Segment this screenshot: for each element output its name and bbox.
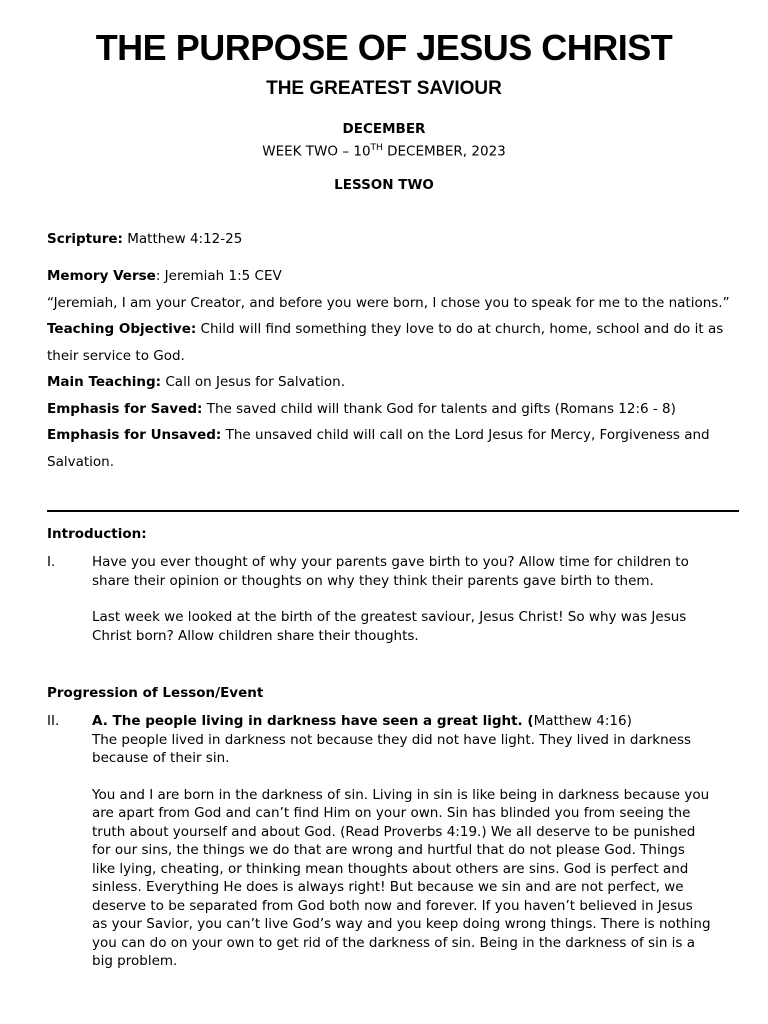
week-suffix: DECEMBER, 2023 xyxy=(382,143,506,160)
teaching-objective-label: Teaching Objective: xyxy=(47,321,197,337)
introduction-item xyxy=(47,553,739,645)
memory-verse-value: : Jeremiah 1:5 CEV xyxy=(155,268,282,284)
memory-verse-quote: “Jeremiah, I am your Creator, and before you were born, I chose you to speak for me to the nations.” xyxy=(47,294,730,311)
emphasis-unsaved-line xyxy=(47,422,737,475)
emphasis-saved-label: Emphasis for Saved: xyxy=(47,400,203,417)
scripture-label: Scripture: xyxy=(47,231,123,247)
scripture-line xyxy=(47,226,737,253)
week-date-line xyxy=(47,138,721,162)
scripture-value: Matthew 4:12-25 xyxy=(122,231,243,247)
section-divider xyxy=(47,510,739,512)
date-ordinal-suffix: TH xyxy=(370,143,383,153)
month-label: DECEMBER xyxy=(342,121,426,137)
memory-verse-line xyxy=(47,263,737,290)
document-page xyxy=(47,0,739,1024)
progression-paragraph-2: You and I are born in the darkness of sin. Living in sin is like being in darkness because you are apart from God and can’t find Him on your own. Sin has blinded you from seeing the truth about yourself and about God. (Read Proverbs 4:19.) We all deserve to be punished for our sins, the things we do that are wrong and hurtful that do not please God. Things like lying, cheating, or thinking mean thoughts about others are sins. God is perfect and sinless. Everything He does is always right! But because we sin and are not perfect, we deserve to be separated from God both now and forever. If you haven’t believed in Jesus as your Savior, you can’t live God’s way and you keep doing wrong things. There is nothing you can do on your own to get rid of the darkness of sin. Being in the darkness of sin is a big problem. xyxy=(92,786,711,969)
progression-numeral: II. xyxy=(47,713,60,729)
teaching-objective-value: Child will find something they love to do at church, home, school and do it as their service to God. xyxy=(47,321,724,364)
document-subtitle: THE GREATEST SAVIOUR xyxy=(266,78,502,99)
progression-item xyxy=(47,712,739,971)
emphasis-unsaved-value: The unsaved child will call on the Lord Jesus for Mercy, Forgiveness and Salvation. xyxy=(47,427,710,470)
lesson-label: LESSON TWO xyxy=(334,177,434,193)
main-teaching-label: Main Teaching: xyxy=(47,374,162,390)
introduction-body xyxy=(92,553,712,645)
progression-point-reference: Matthew 4:16) xyxy=(533,713,632,729)
emphasis-saved-line xyxy=(47,396,737,423)
week-prefix: WEEK TWO – 10 xyxy=(262,143,371,160)
progression-paragraph-1: The people lived in darkness not because they did not have light. They lived in darkness because of their sin. xyxy=(92,731,692,766)
progression-body xyxy=(92,712,712,971)
teaching-objective-line xyxy=(47,316,737,369)
introduction-paragraph-1: Have you ever thought of why your parents gave birth to you? Allow time for children to share their opinion or thoughts on why they think their parents gave birth to them. xyxy=(92,554,689,589)
memory-verse-label: Memory Verse xyxy=(47,268,156,284)
introduction-numeral: I. xyxy=(47,554,56,570)
progression-heading: Progression of Lesson/Event xyxy=(47,685,264,701)
main-teaching-value: Call on Jesus for Salvation. xyxy=(161,374,346,390)
emphasis-saved-value: The saved child will thank God for talents and gifts (Romans 12:6 - 8) xyxy=(202,400,676,417)
progression-point xyxy=(92,712,712,731)
introduction-paragraph-2: Last week we looked at the birth of the greatest saviour, Jesus Christ! So why was Jesus Christ born? Allow children share their thoughts. xyxy=(92,609,687,644)
document-title: THE PURPOSE OF JESUS CHRIST xyxy=(95,27,673,68)
progression-point-title: A. The people living in darkness have seen a great light. ( xyxy=(92,713,534,729)
lesson-details xyxy=(47,263,737,475)
emphasis-unsaved-label: Emphasis for Unsaved: xyxy=(47,427,222,443)
main-teaching-line xyxy=(47,369,737,396)
introduction-heading: Introduction: xyxy=(47,526,147,542)
